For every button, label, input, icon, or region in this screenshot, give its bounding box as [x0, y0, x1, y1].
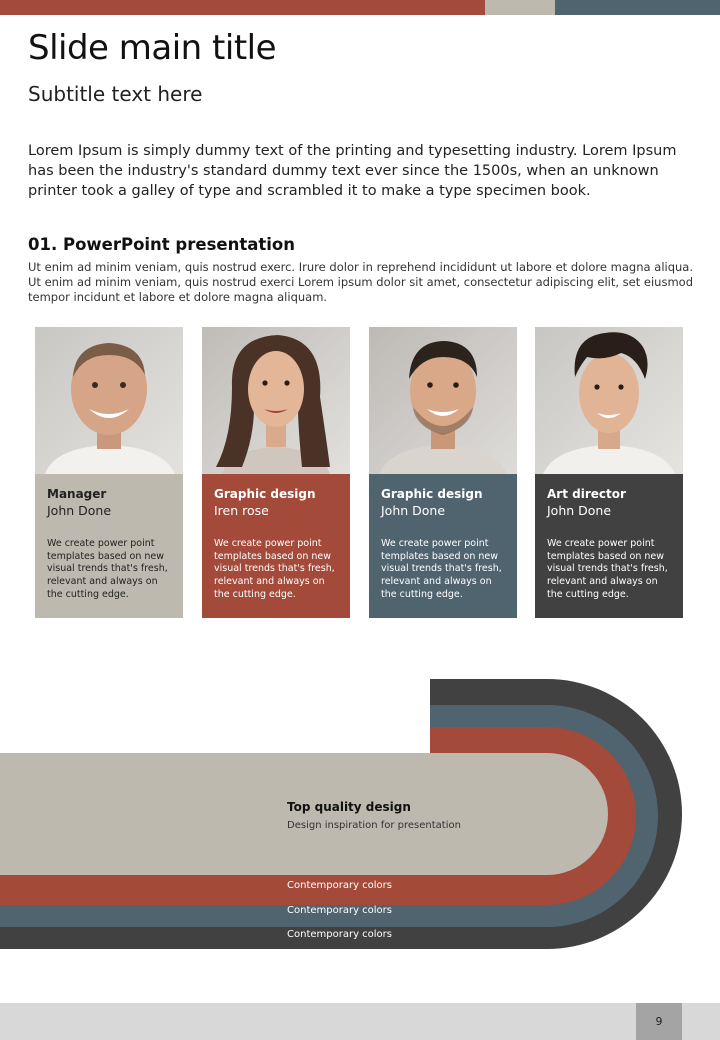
feature-title: Top quality design — [287, 800, 411, 814]
team-role: Manager — [47, 487, 107, 501]
arc-band-beige — [0, 753, 608, 875]
section-paragraph: Ut enim ad minim veniam, quis nostrud exerc. Irure dolor in reprehend incididunt ut labore et dolore magna aliqua. Ut enim ad minim veniam, quis nostrud exerci Lorem ipsum dolor sit amet, consectetur adipiscing elit, set eiusmod tempor incidunt et labore et dolore magna aliquam. — [28, 260, 693, 304]
band-label-dark: Contemporary colors — [287, 929, 392, 940]
portrait-photo-art-director — [535, 327, 683, 474]
team-card-panel — [535, 474, 683, 618]
portrait-photo-manager — [35, 327, 183, 474]
team-card-graphic-design-2 — [369, 327, 517, 618]
slide-title: Slide main title — [28, 28, 277, 68]
slide-subtitle: Subtitle text here — [28, 82, 203, 106]
team-description: We create power point templates based on new visual trends that's fresh, relevant and always on the cutting edge. — [547, 538, 668, 600]
portrait-photo-iren — [202, 327, 350, 474]
team-role: Art director — [547, 487, 626, 501]
top-color-bar — [0, 0, 720, 15]
team-description: We create power point templates based on new visual trends that's fresh, relevant and always on the cutting edge. — [214, 538, 335, 600]
team-name: Iren rose — [214, 503, 269, 518]
team-card-manager — [35, 327, 183, 618]
team-name: John Done — [381, 503, 446, 518]
top-bar-slate-segment — [555, 0, 720, 15]
footer-bar — [0, 1003, 720, 1040]
band-label-slate: Contemporary colors — [287, 905, 392, 916]
team-name: John Done — [47, 503, 112, 518]
feature-subtitle: Design inspiration for presentation — [287, 820, 461, 831]
band-label-red: Contemporary colors — [287, 880, 392, 891]
intro-paragraph: Lorem Ipsum is simply dummy text of the printing and typesetting industry. Lorem Ipsum has been the industry's standard dummy text ever since the 1500s, when an unknown printer took a galley of type and scrambled it to make a type specimen book. — [28, 143, 677, 199]
top-bar-beige-segment — [485, 0, 555, 15]
team-description: We create power point templates based on new visual trends that's fresh, relevant and always on the cutting edge. — [47, 538, 168, 600]
portrait-photo-john-graphic — [369, 327, 517, 474]
team-role: Graphic design — [214, 487, 316, 501]
team-card-graphic-design-1 — [202, 327, 350, 618]
team-description: We create power point templates based on new visual trends that's fresh, relevant and always on the cutting edge. — [381, 538, 502, 600]
team-card-panel — [369, 474, 517, 618]
top-bar-red-segment — [0, 0, 485, 15]
section-heading: 01. PowerPoint presentation — [28, 235, 295, 254]
team-card-panel — [202, 474, 350, 618]
team-name: John Done — [547, 503, 612, 518]
team-card-panel — [35, 474, 183, 618]
team-role: Graphic design — [381, 487, 483, 501]
page-number: 9 — [636, 1003, 682, 1040]
team-card-art-director — [535, 327, 683, 618]
